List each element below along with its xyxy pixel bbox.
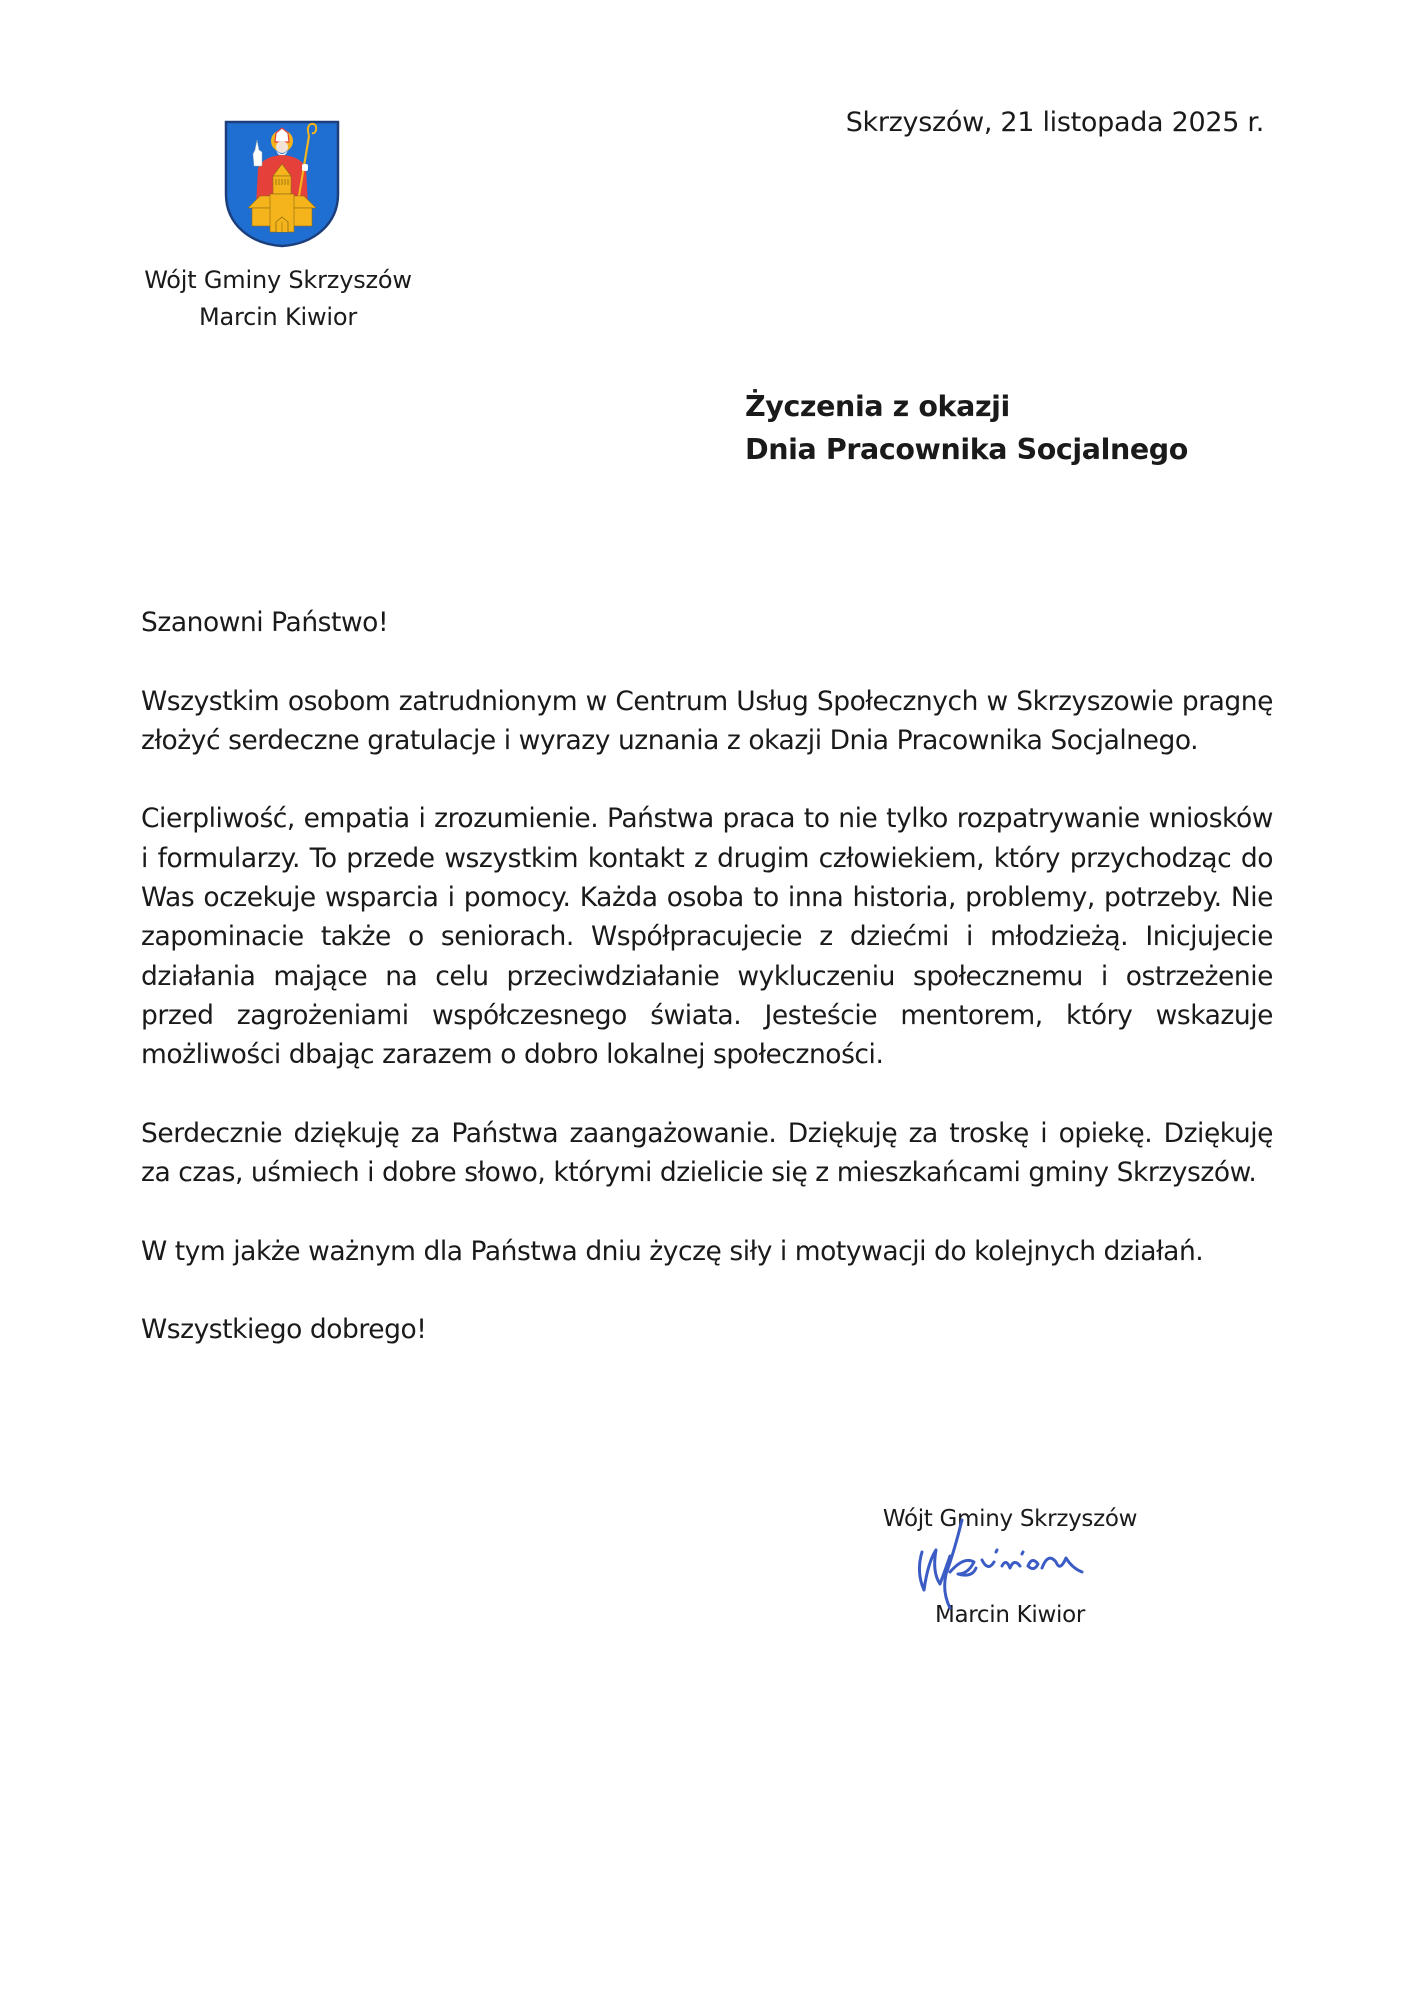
letter-subject <box>745 385 1188 471</box>
closing: Wszystkiego dobrego! <box>141 1314 427 1346</box>
issuer-block <box>128 262 428 336</box>
signature-title: Wójt Gminy Skrzyszów <box>882 1506 1138 1532</box>
coat-of-arms-icon <box>224 120 340 248</box>
handwritten-signature-icon <box>910 1512 1100 1612</box>
date-line: Skrzyszów, 21 listopada 2025 r. <box>845 107 1264 138</box>
issuer-name: Marcin Kiwior <box>198 303 358 331</box>
letter-body <box>141 603 1273 1389</box>
signature-name: Marcin Kiwior <box>934 1602 1086 1628</box>
paragraph: Serdecznie dziękuję za Państwa zaangażowanie. Dziękuję za troskę i opiekę. Dziękuję za czas, uśmiech i dobre słowo, którymi dzielicie się z mieszkańcami gminy Skrzyszów. <box>141 1117 1273 1189</box>
signature-block <box>860 1504 1160 1628</box>
paragraph: W tym jakże ważnym dla Państwa dniu życzę siły i motywacji do kolejnych działań. <box>141 1235 1204 1267</box>
salutation: Szanowni Państwo! <box>141 607 389 638</box>
subject-line-1: Życzenia z okazji <box>745 390 1010 423</box>
issuer-title: Wójt Gminy Skrzyszów <box>144 266 412 294</box>
subject-line-2: Dnia Pracownika Socjalnego <box>745 433 1188 466</box>
paragraph: Wszystkim osobom zatrudnionym w Centrum Usług Społecznych w Skrzyszowie pragnę złożyć serdeczne gratulacje i wyrazy uznania z okazji Dnia Pracownika Socjalnego. <box>141 685 1273 756</box>
paragraph: Cierpliwość, empatia i zrozumienie. Państwa praca to nie tylko rozpatrywanie wniosków i formularzy. To przede wszystkim kontakt z drugim człowiekiem, który przychodząc do Was oczekuje wsparcia i pomocy. Każda osoba to inna historia, problemy, potrzeby. Nie zapominacie także o seniorach. Współpracujecie z dziećmi i młodzieżą. Inicjujecie działania mające na celu przeciwdziałanie wykluczeniu społecznemu i ostrzeżenie przed zagrożeniami współczesnego świata. Jesteście mentorem, który wskazuje możliwości dbając zarazem o dobro lokalnej społeczności. <box>141 803 1273 1071</box>
face <box>276 141 288 153</box>
